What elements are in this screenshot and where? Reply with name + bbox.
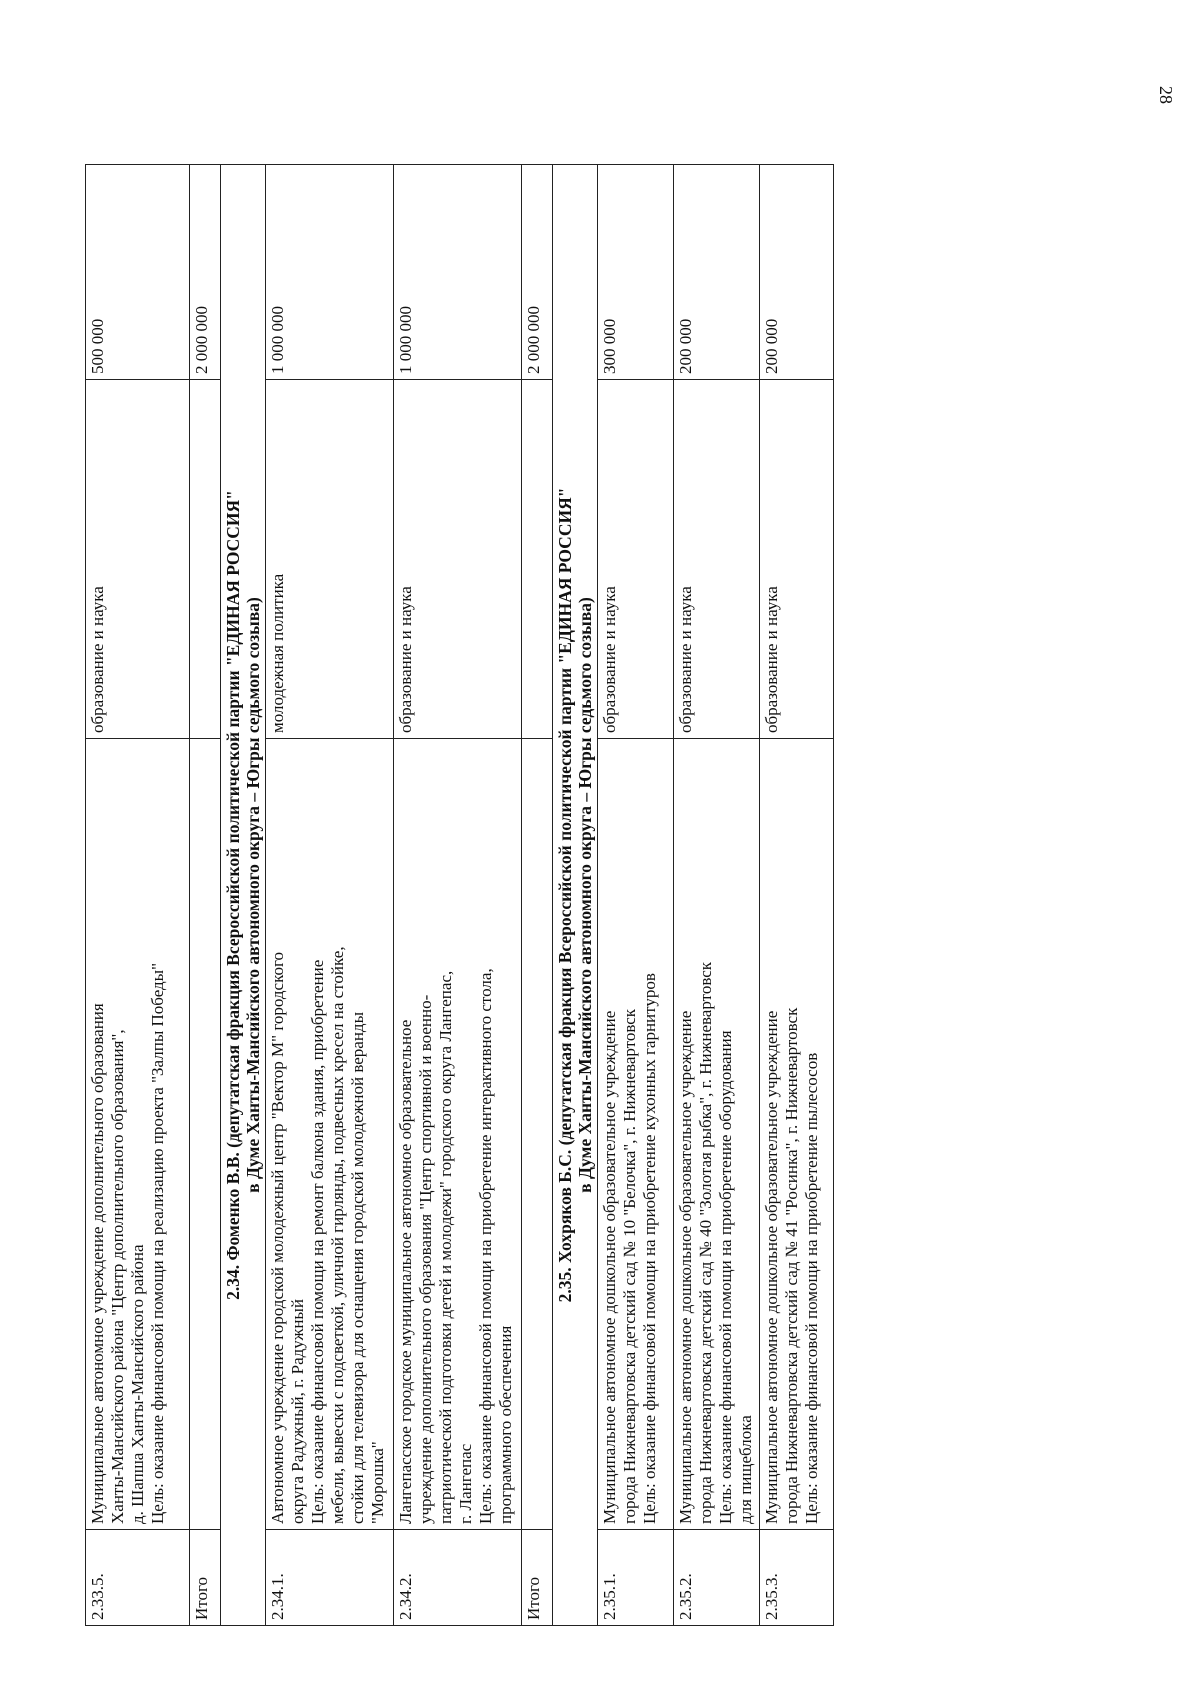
total-row <box>522 165 553 1626</box>
section-heading-line: 2.35. Хохряков Б.С. (депутатская фракция Всероссийской политической партии "ЕДИНАЯ РОССИЯ" <box>555 487 575 1303</box>
description-line: Муниципальное автономное дошкольное образовательное учреждение <box>676 1010 695 1524</box>
description-line: Цель: оказание финансовой помощи на приобретение оборудования <box>716 1030 735 1524</box>
table-row <box>86 165 190 1626</box>
section-heading-line: 2.34. Фоменко В.В. (депутатская фракция Всероссийской политической партии "ЕДИНАЯ РОССИЯ" <box>223 490 243 1300</box>
description-line: Лангепасское городское муниципальное автономное образовательное <box>396 1019 415 1524</box>
table-row <box>394 165 522 1626</box>
funding-area: образование и наука <box>760 380 834 739</box>
amount: 200 000 <box>760 165 834 380</box>
description-line: Цель: оказание финансовой помощи на приобретение кухонных гарнитуров <box>640 973 659 1524</box>
table-row <box>266 165 394 1626</box>
page-number: 28 <box>1156 86 1176 104</box>
funding-area: образование и наука <box>394 380 522 739</box>
description-line: Цель: оказание финансовой помощи на реализацию проекта "Залпы Победы" <box>148 962 167 1524</box>
total-amount: 2 000 000 <box>190 165 221 380</box>
row-number: 2.35.3. <box>760 1530 834 1626</box>
total-amount: 2 000 000 <box>522 165 553 380</box>
description-line: д. Шапша Ханты-Мансийского района <box>128 1244 147 1524</box>
table-row <box>598 165 674 1626</box>
recipient-description <box>760 739 834 1530</box>
description-line: Цель: оказание финансовой помощи на ремонт балкона здания, приобретение <box>308 959 327 1524</box>
row-number: 2.34.2. <box>394 1530 522 1626</box>
description-line: патриотической подготовки детей и молодежи" городского округа Лангепас, <box>436 970 455 1524</box>
description-line: стойки для телевизора для оснащения городской молодежной веранды <box>348 1011 367 1524</box>
funding-area: образование и наука <box>86 380 190 739</box>
description-line: "Морошка" <box>368 1441 387 1524</box>
description-line: округа Радужный, г. Радужный <box>288 1299 307 1524</box>
description-line: города Нижневартовска детский сад № 40 "Золотая рыбка", г. Нижневартовск <box>696 961 715 1524</box>
row-number: 2.33.5. <box>86 1530 190 1626</box>
description-line: программного обеспечения <box>496 1325 515 1524</box>
description-line: учреждение дополнительного образования "Центр спортивной и военно- <box>416 994 435 1524</box>
row-number: 2.35.1. <box>598 1530 674 1626</box>
section-heading-line: в Думе Ханты-Мансийского автономного округа – Югры седьмого созыва) <box>243 597 263 1193</box>
funding-table <box>85 164 834 1626</box>
section-header-row <box>221 165 266 1626</box>
section-heading <box>221 165 266 1626</box>
section-header-row <box>553 165 598 1626</box>
funding-area: образование и наука <box>674 380 760 739</box>
section-heading-line: в Думе Ханты-Мансийского автономного округа – Югры седьмого созыва) <box>575 597 595 1193</box>
funding-area: образование и наука <box>598 380 674 739</box>
recipient-description <box>394 739 522 1530</box>
description-line: Автономное учреждение городской молодежный центр "Вектор М" городского <box>268 951 287 1524</box>
amount: 500 000 <box>86 165 190 380</box>
recipient-description <box>598 739 674 1530</box>
amount: 200 000 <box>674 165 760 380</box>
document-table-rotated <box>85 209 820 1626</box>
empty-cell <box>522 380 553 739</box>
recipient-description <box>86 739 190 1530</box>
empty-cell <box>190 380 221 739</box>
total-row <box>190 165 221 1626</box>
funding-area: молодежная политика <box>266 380 394 739</box>
table-body <box>86 165 834 1626</box>
table-row <box>674 165 760 1626</box>
description-line: Цель: оказание финансовой помощи на приобретение интерактивного стола, <box>476 968 495 1524</box>
total-label: Итого <box>190 1530 221 1626</box>
description-line: г. Лангепас <box>456 1443 475 1524</box>
amount: 300 000 <box>598 165 674 380</box>
description-line: Ханты-Мансийского района "Центр дополнительного образования", <box>108 1029 127 1524</box>
description-line: мебели, вывески с подсветкой, уличной гирлянды, подвесных кресел на стойке, <box>328 946 347 1524</box>
description-line: Муниципальное автономное дошкольное образовательное учреждение <box>762 1010 781 1524</box>
description-line: Муниципальное автономное дошкольное образовательное учреждение <box>600 1010 619 1524</box>
description-line: города Нижневартовска детский сад № 41 "Росинка", г. Нижневартовск <box>782 1007 801 1524</box>
table-row <box>760 165 834 1626</box>
description-line: города Нижневартовска детский сад № 10 "Белочка", г. Нижневартовск <box>620 1008 639 1524</box>
amount: 1 000 000 <box>266 165 394 380</box>
recipient-description <box>674 739 760 1530</box>
empty-cell <box>522 739 553 1530</box>
empty-cell <box>190 739 221 1530</box>
description-line: Муниципальное автономное учреждение дополнительного образования <box>88 1003 107 1524</box>
recipient-description <box>266 739 394 1530</box>
row-number: 2.34.1. <box>266 1530 394 1626</box>
total-label: Итого <box>522 1530 553 1626</box>
section-heading <box>553 165 598 1626</box>
description-line: Цель: оказание финансовой помощи на приобретение пылесосов <box>802 1052 821 1524</box>
amount: 1 000 000 <box>394 165 522 380</box>
description-line: для пищеблока <box>736 1415 755 1524</box>
row-number: 2.35.2. <box>674 1530 760 1626</box>
